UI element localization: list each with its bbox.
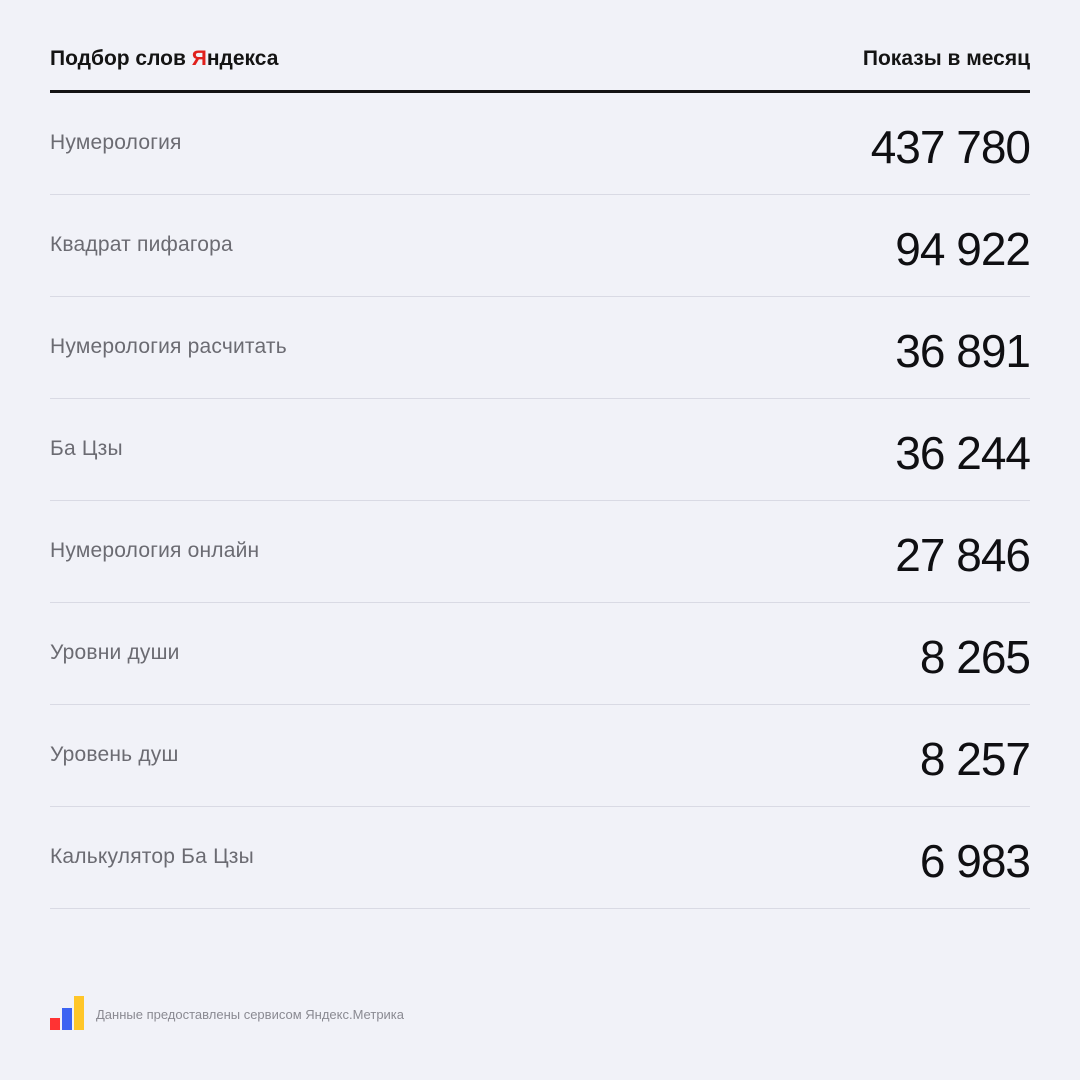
row-keyword: Ба Цзы: [50, 437, 123, 460]
table-row: [50, 807, 1030, 909]
footer: [50, 994, 404, 1030]
source-note: Данные предоставлены сервисом Яндекс.Метрика: [96, 1007, 405, 1022]
brand-first-letter: Я: [191, 47, 207, 70]
metrika-bar-red: [50, 1018, 60, 1030]
row-keyword: Нумерология: [50, 131, 182, 154]
table-row: [50, 399, 1030, 501]
metrika-bar-blue: [62, 1008, 72, 1030]
row-keyword: Уровень душ: [50, 743, 179, 766]
row-keyword: Нумерология расчитать: [50, 335, 287, 358]
metrika-bar-yellow: [74, 996, 84, 1030]
row-keyword: Уровни души: [50, 641, 180, 664]
column-label: Показы в месяц: [862, 47, 1030, 70]
row-keyword: Нумерология онлайн: [50, 539, 260, 562]
row-count: 36 891: [895, 325, 1030, 377]
metrika-bars-icon: [50, 994, 86, 1030]
header: [50, 44, 1030, 74]
page: [50, 0, 1030, 1080]
row-count: 94 922: [895, 223, 1030, 275]
row-count: 8 265: [919, 631, 1030, 683]
row-count: 27 846: [895, 529, 1030, 581]
row-count: 36 244: [895, 427, 1030, 479]
table-row: [50, 501, 1030, 603]
row-count: 437 780: [870, 121, 1030, 173]
table-row: [50, 603, 1030, 705]
table-row: [50, 297, 1030, 399]
table-row: [50, 93, 1030, 195]
table-row: [50, 705, 1030, 807]
keyword-table: [50, 93, 1030, 909]
brand-rest: ндекса: [206, 47, 279, 70]
table-row: [50, 195, 1030, 297]
title-prefix: Подбор слов: [50, 47, 192, 70]
row-keyword: Калькулятор Ба Цзы: [50, 845, 254, 868]
row-count: 8 257: [919, 733, 1030, 785]
page-title: [50, 47, 278, 71]
row-keyword: Квадрат пифагора: [50, 233, 233, 256]
row-count: 6 983: [919, 835, 1030, 887]
